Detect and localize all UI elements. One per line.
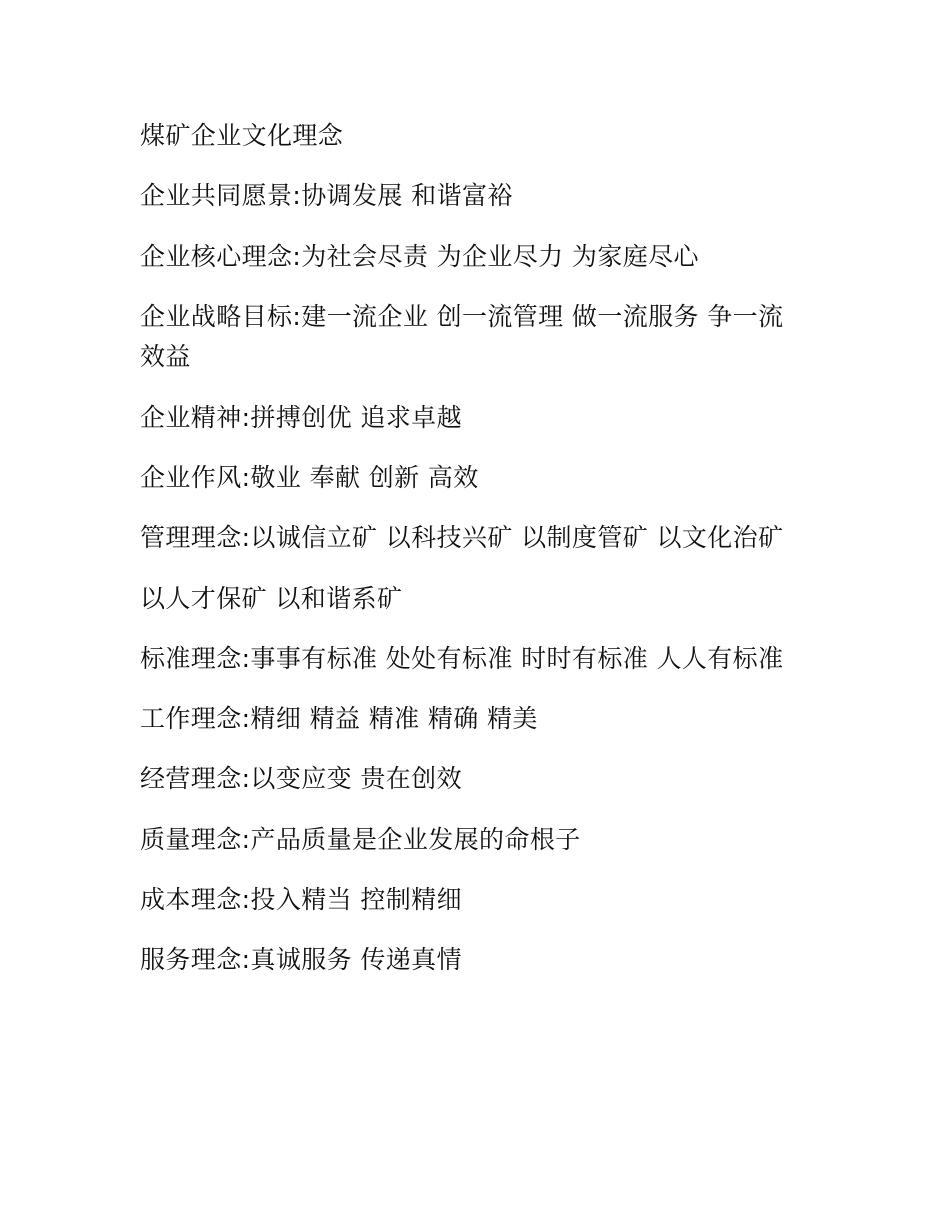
document-title: 煤矿企业文化理念 <box>140 121 344 150</box>
document-body <box>140 116 800 1001</box>
service-philosophy-line: 服务理念:真诚服务 传递真情 <box>140 945 462 975</box>
shared-vision-line: 企业共同愿景:协调发展 和谐富裕 <box>140 181 513 211</box>
quality-philosophy-line: 质量理念:产品质量是企业发展的命根子 <box>140 824 581 854</box>
standard-philosophy-line: 标准理念:事事有标准 处处有标准 时时有标准 人人有标准 <box>140 643 784 673</box>
cost-philosophy-line: 成本理念:投入精当 控制精细 <box>140 885 462 915</box>
management-philosophy-continued-line: 以人才保矿 以和谐系矿 <box>140 583 403 613</box>
strategic-goal-line: 企业战略目标:建一流企业 创一流管理 做一流服务 争一流效益 <box>140 301 784 372</box>
work-philosophy-line: 工作理念:精细 精益 精准 精确 精美 <box>140 704 538 734</box>
core-philosophy-line: 企业核心理念:为社会尽责 为企业尽力 为家庭尽心 <box>140 241 699 271</box>
work-style-line: 企业作风:敬业 奉献 创新 高效 <box>140 462 479 492</box>
enterprise-spirit-line: 企业精神:拼搏创优 追求卓越 <box>140 402 462 432</box>
business-philosophy-line: 经营理念:以变应变 贵在创效 <box>140 764 462 794</box>
management-philosophy-line: 管理理念:以诚信立矿 以科技兴矿 以制度管矿 以文化治矿 <box>140 523 784 553</box>
